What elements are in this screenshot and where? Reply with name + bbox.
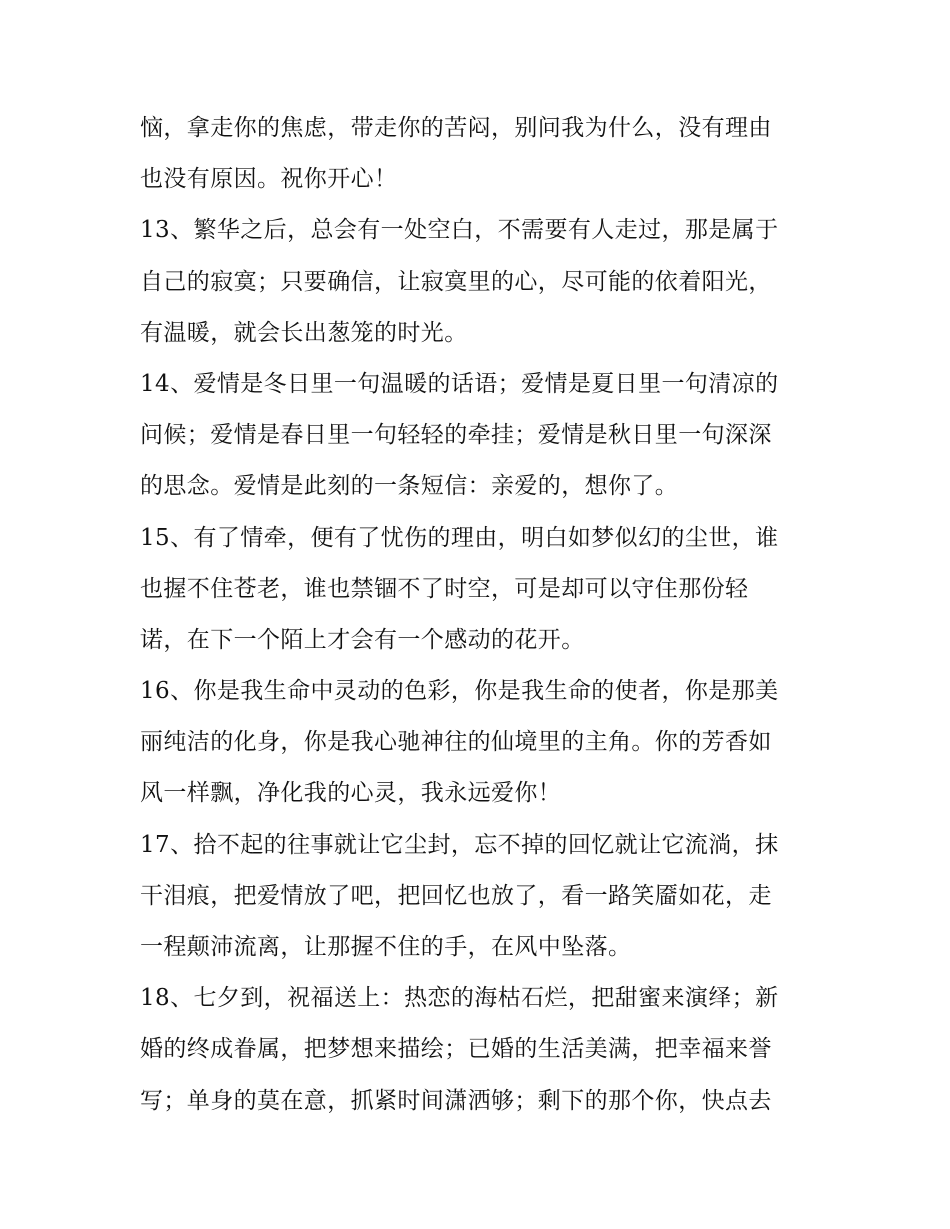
text-line: 自己的寂寞；只要确信，让寂寞里的心，尽可能的依着阳光， [140,268,772,295]
text-line: 问候；爱情是春日里一句轻轻的牵挂；爱情是秋日里一句深深 [140,422,772,449]
text-line: 写；单身的莫在意，抓紧时间潇洒够；剩下的那个你，快点去 [140,1087,772,1114]
document-body [140,103,820,1127]
text-line: 恼，拿走你的焦虑，带走你的苦闷，别问我为什么，没有理由 [140,115,772,141]
text-line: 16、你是我生命中灵动的色彩，你是我生命的使者，你是那美 [140,678,779,705]
text-line: 诺，在下一个陌上才会有一个感动的花开。 [140,626,585,653]
text-line: 一程颠沛流离，让那握不住的手，在风中坠落。 [140,934,632,960]
text-line: 17、拾不起的往事就让它尘封，忘不掉的回忆就让它流淌，抹 [140,831,779,858]
text-line: 13、繁华之后，总会有一处空白，不需要有人走过，那是属于 [140,217,779,244]
text-line: 有温暖，就会长出葱笼的时光。 [140,319,468,346]
text-line: 风一样飘，净化我的心灵，我永远爱你！ [140,780,562,807]
text-line: 婚的终成眷属，把梦想来描绘；已婚的生活美满，把幸福来誉 [140,1036,772,1063]
text-line: 15、有了情牵，便有了忧伤的理由，明白如梦似幻的尘世，谁 [140,524,779,551]
text-line: 干泪痕，把爱情放了吧，把回忆也放了，看一路笑靥如花，走 [140,882,772,909]
text-line: 也没有原因。祝你开心！ [140,166,398,193]
text-line: 丽纯洁的化身，你是我心驰神往的仙境里的主角。你的芳香如 [140,729,772,756]
text-line: 18、七夕到，祝福送上：热恋的海枯石烂，把甜蜜来演绎；新 [140,985,779,1012]
text-line: 也握不住苍老，谁也禁锢不了时空，可是却可以守住那份轻 [140,575,749,602]
text-line: 14、爱情是冬日里一句温暖的话语；爱情是夏日里一句清凉的 [140,370,779,397]
text-line: 的思念。爱情是此刻的一条短信：亲爱的，想你了。 [140,473,679,500]
